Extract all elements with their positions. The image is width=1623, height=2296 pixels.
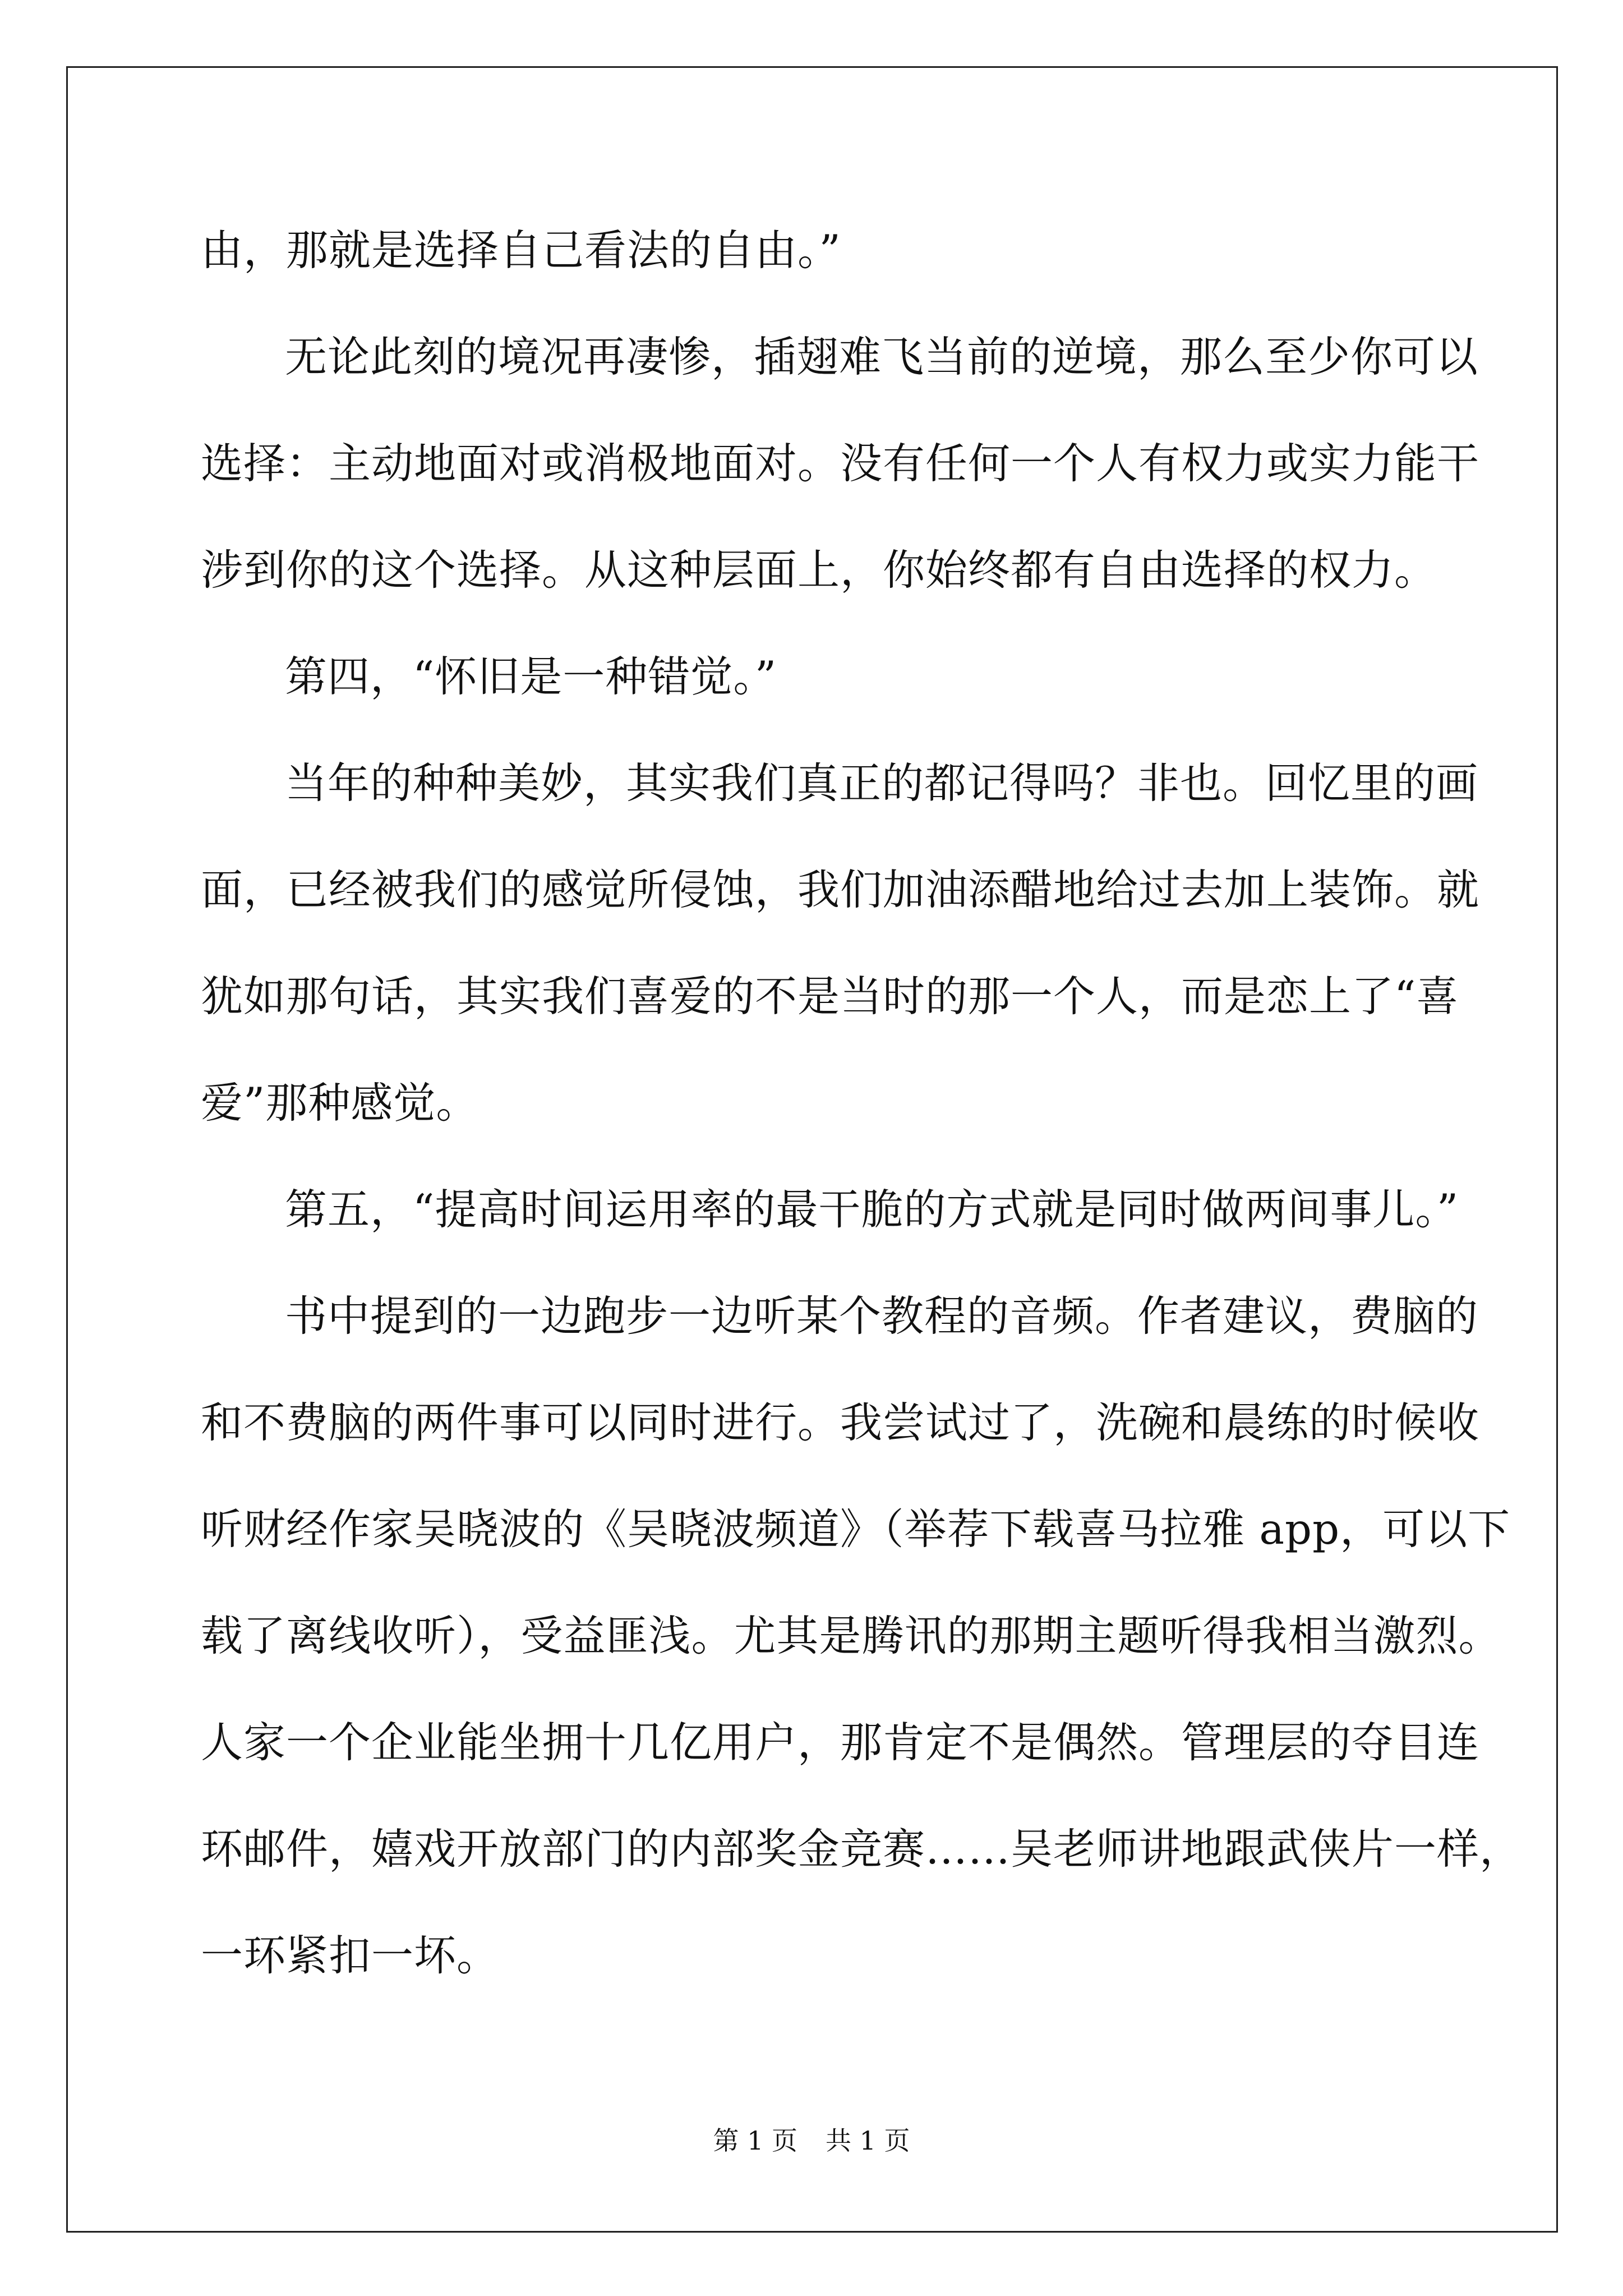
text-line: 环邮件，嬉戏开放部门的内部奖金竞赛……吴老师讲地跟武侠片一样，: [201, 1824, 1523, 1874]
page-footer: [0, 2124, 1623, 2157]
section-heading-5: 第五，“提高时间运用率的最干脆的方式就是同时做两间事儿。”: [285, 1185, 1459, 1234]
document-body: [201, 208, 1523, 2020]
text-line: 一环紧扣一坏。: [201, 1931, 500, 1980]
page-number: 第 1 页: [713, 2125, 797, 2156]
text-line: 犹如那句话，其实我们喜爱的不是当时的那一个人，而是恋上了“喜: [201, 972, 1459, 1021]
page-total: 共 1 页: [826, 2125, 910, 2156]
text-line: 和不费脑的两件事可以同时进行。我尝试过了，洗碗和晨练的时候收: [201, 1398, 1480, 1447]
section-heading-4: 第四，“怀旧是一种错觉。”: [285, 652, 777, 701]
text-line: 载了离线收听），受益匪浅。尤其是腾讯的那期主题听得我相当激烈。: [201, 1611, 1501, 1660]
paragraph-start-line: 无论此刻的境况再凄惨，插翅难飞当前的逆境，那么至少你可以: [285, 332, 1479, 381]
text-line: 涉到你的这个选择。从这种层面上，你始终都有自由选择的权力。: [201, 545, 1437, 595]
text-line: 选择：主动地面对或消极地面对。没有任何一个人有权力或实力能干: [201, 439, 1480, 488]
text-line: 听财经作家吴晓波的《吴晓波频道》（举荐下载喜马拉雅 app，可以下: [201, 1504, 1511, 1554]
text-line: 爱”那种感觉。: [201, 1078, 479, 1128]
text-line: 面，已经被我们的感觉所侵蚀，我们加油添醋地给过去加上装饰。就: [201, 865, 1480, 914]
text-line: 人家一个企业能坐拥十几亿用户，那肯定不是偶然。管理层的夺目连: [201, 1718, 1480, 1767]
text-line: 由，那就是选择自己看法的自由。”: [201, 226, 841, 275]
paragraph-start-line: 当年的种种美妙，其实我们真正的都记得吗？非也。回忆里的画: [285, 758, 1479, 808]
paragraph-start-line: 书中提到的一边跑步一边听某个教程的音频。作者建议，费脑的: [285, 1291, 1479, 1341]
